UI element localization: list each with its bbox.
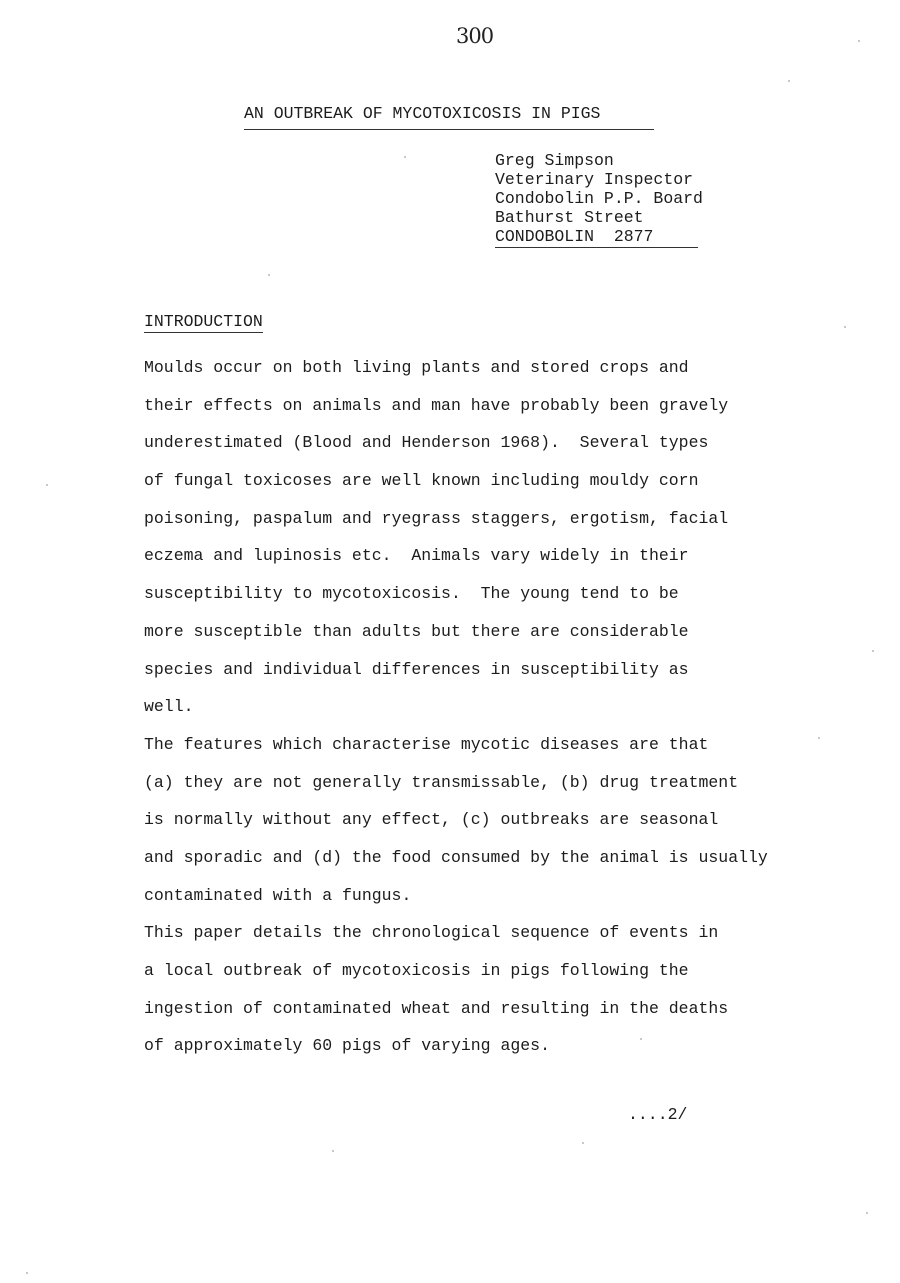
scan-speck xyxy=(866,1212,868,1214)
scan-speck xyxy=(26,1272,28,1274)
scan-speck xyxy=(332,1150,334,1152)
continuation-marker: ....2/ xyxy=(628,1105,688,1124)
body-line: poisoning, paspalum and ryegrass staggers, ergotism, facial xyxy=(144,508,729,528)
section-heading-introduction: INTRODUCTION xyxy=(144,312,263,331)
body-line: Moulds occur on both living plants and stored crops and xyxy=(144,358,689,377)
body-line: a local outbreak of mycotoxicosis in pigs following the xyxy=(144,961,689,980)
scan-speck xyxy=(46,484,48,486)
scan-speck xyxy=(818,737,820,739)
body-line: contaminated with a fungus. xyxy=(144,885,412,905)
body-line: of approximately 60 pigs of varying ages. xyxy=(144,1036,550,1056)
scan-speck xyxy=(844,326,846,328)
body-line: and sporadic and (d) the food consumed by the animal is usually xyxy=(144,847,768,867)
body-line: is normally without any effect, (c) outbreaks are seasonal xyxy=(144,810,719,830)
author-street: Bathurst Street xyxy=(495,208,644,227)
body-line: underestimated (Blood and Henderson 1968). Several types xyxy=(144,433,709,453)
body-line: more susceptible than adults but there are considerable xyxy=(144,621,689,641)
scan-speck xyxy=(788,80,790,82)
body-line: This paper details the chronological sequence of events in xyxy=(144,923,719,943)
scan-speck xyxy=(404,156,406,158)
introduction-body xyxy=(144,349,768,1065)
body-line: The features which characterise mycotic diseases are that xyxy=(144,734,709,754)
author-town: CONDOBOLIN 2877 xyxy=(495,227,698,248)
body-line: well. xyxy=(144,697,194,717)
body-line: (a) they are not generally transmissable, (b) drug treatment xyxy=(144,772,739,792)
scan-speck xyxy=(268,274,270,276)
body-line: ingestion of contaminated wheat and resulting in the deaths xyxy=(144,998,729,1018)
author-position: Veterinary Inspector xyxy=(495,170,694,189)
document-title: AN OUTBREAK OF MYCOTOXICOSIS IN PIGS xyxy=(244,104,654,130)
author-organisation: Condobolin P.P. Board xyxy=(495,189,703,208)
body-line: eczema and lupinosis etc. Animals vary widely in their xyxy=(144,546,689,566)
page-number: 300 xyxy=(456,24,494,48)
scan-speck xyxy=(582,1142,584,1144)
author-block xyxy=(495,151,703,248)
scan-speck xyxy=(640,1038,642,1040)
body-line: their effects on animals and man have probably been gravely xyxy=(144,395,729,415)
scan-speck xyxy=(858,40,860,42)
body-line: species and individual differences in susceptibility as xyxy=(144,659,689,679)
author-name: Greg Simpson xyxy=(495,151,614,170)
scan-speck xyxy=(872,650,874,652)
body-line: of fungal toxicoses are well known including mouldy corn xyxy=(144,471,699,491)
body-line: susceptibility to mycotoxicosis. The young tend to be xyxy=(144,584,679,604)
